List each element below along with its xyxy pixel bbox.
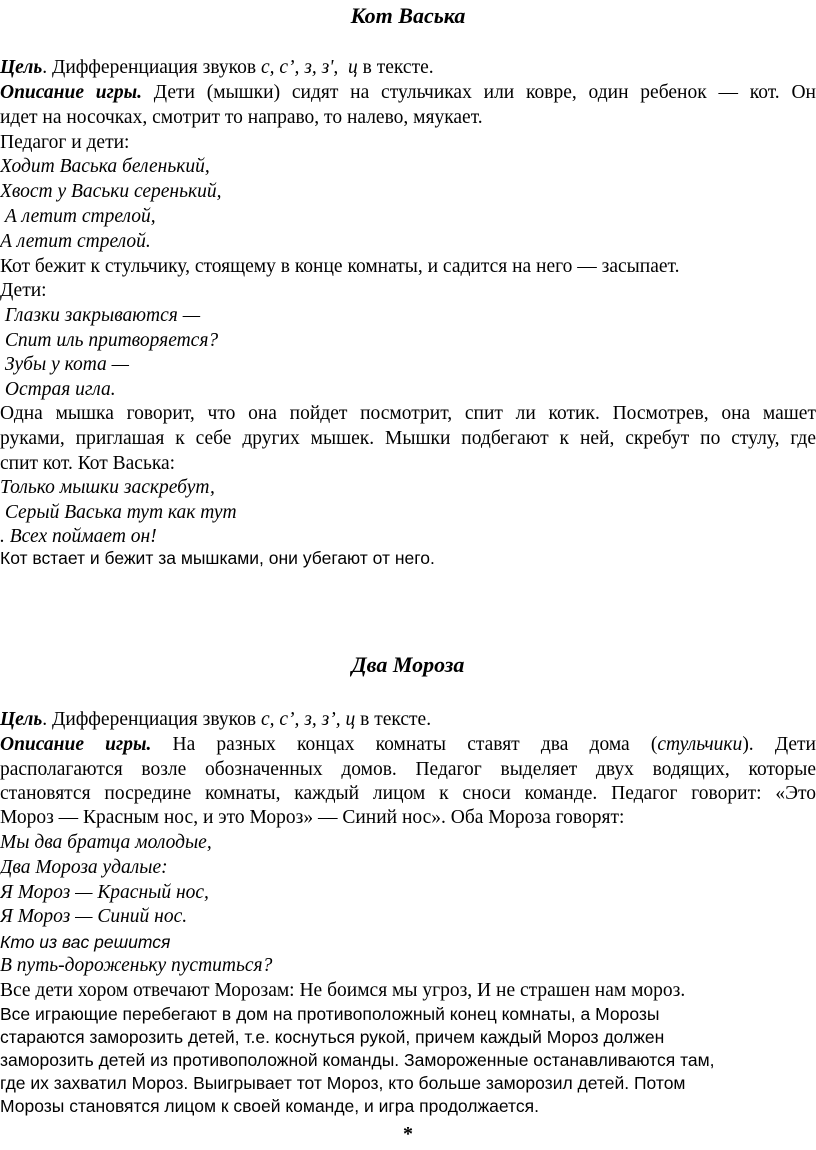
game2-description-line: Мороз — Красным нос, и это Мороз» — Синий нос». Оба Мороза говорят: xyxy=(0,807,625,828)
game2-rules-line: где их захватил Мороз. Выигрывает тот Мороз, кто больше заморозил детей. Потом xyxy=(0,1073,686,1093)
game1-mouse-text-line: руками, приглашая к себе других мышек. Мышки подбегают к ней, скребут по стулу, где xyxy=(0,428,816,449)
game1-ending: Кот встает и бежит за мышками, они убегают от него. xyxy=(0,548,435,568)
game2-rules-line: стараются заморозить детей, т.е. коснуться рукой, причем каждый Мороз должен xyxy=(0,1027,665,1047)
game1-children-label: Дети: xyxy=(0,280,47,301)
game2-description-line: располагаются возле обозначенных домов. Педагог выделяет двух водящих, которые xyxy=(0,759,816,780)
game1-title: Кот Васька xyxy=(350,3,466,28)
game1-verse1-line: А летит стрелой, xyxy=(0,206,156,227)
game2-description-line: становятся посредине комнаты, каждый лицом к сноси команде. Педагог говорит: «Это xyxy=(0,783,816,804)
game2-verse-line: Я Мороз — Красный нос, xyxy=(0,882,209,903)
game2-title: Два Мороза xyxy=(351,652,465,677)
section-separator-star: * xyxy=(403,1123,413,1145)
game2-verse-line: Мы два братца молодые, xyxy=(0,832,212,853)
game1-description-line: Описание игры. Дети (мышки) сидят на стульчиках или ковре, один ребенок — кот. Он xyxy=(0,82,816,103)
game2-rules-line: Все играющие перебегают в дом на противоположный конец комнаты, а Морозы xyxy=(0,1004,660,1024)
game1-teacher-children: Педагог и дети: xyxy=(0,132,130,153)
game1-goal-label: Цель xyxy=(0,57,43,78)
game1-verse3-line: . Всех поймает он! xyxy=(0,526,157,547)
game1-verse2-line: Зубы у кота — xyxy=(0,354,130,375)
game2-answer: Все дети хором отвечают Морозам: Не боимся мы угроз, И не страшен нам мороз. xyxy=(0,980,686,1001)
game1-cat-runs: Кот бежит к стульчику, стоящему в конце комнаты, и садится на него — засыпает. xyxy=(0,256,680,277)
game2-verse-line: Кто из вас решится xyxy=(0,932,171,952)
game2-verse-line: Я Мороз — Синий нос. xyxy=(0,906,188,927)
game2-verse-line: В путь-дороженьку пуститься? xyxy=(0,955,273,976)
game1-desc-label: Описание игры. xyxy=(0,82,142,103)
game1-verse1-line: Хвост у Васьки серенький, xyxy=(0,181,222,202)
game1-verse2-line: Острая игла. xyxy=(0,379,116,400)
game1-verse1-line: Ходит Васька беленький, xyxy=(0,156,210,177)
game1-verse1-line: А летит стрелой. xyxy=(0,231,151,252)
game2-desc-label: Описание игры. xyxy=(0,734,152,755)
game2-rules-line: заморозить детей из противоположной команды. Замороженные останавливаются там, xyxy=(0,1050,715,1070)
game1-verse2-line: Глазки закрываются — xyxy=(0,305,201,326)
game2-description-line: Описание игры. На разных концах комнаты ставят два дома (стульчики). Дети xyxy=(0,734,816,755)
game1-mouse-text-line: спит кот. Кот Васька: xyxy=(0,453,176,474)
game1-mouse-text-line: Одна мышка говорит, что она пойдет посмотрит, спит ли котик. Посмотрев, она машет xyxy=(0,403,816,424)
game1-verse2-line: Спит иль притворяется? xyxy=(0,330,219,351)
game1-description-line: идет на носочках, смотрит то направо, то налево, мяукает. xyxy=(0,107,483,128)
game2-goal: Цель. Дифференциация звуков с, с’, з, з’, ц в тексте. xyxy=(0,709,432,730)
game2-rules-line: Морозы становятся лицом к своей команде, и игра продолжается. xyxy=(0,1096,539,1116)
game2-verse-line: Два Мороза удалые: xyxy=(0,857,168,878)
game1-verse3-line: Только мышки заскребут, xyxy=(0,477,215,498)
game2-goal-label: Цель xyxy=(0,709,43,730)
game1-verse3-line: Серый Васька тут как тут xyxy=(0,502,237,523)
game1-goal: Цель. Дифференциация звуков с, с’, з, з', ц в тексте. xyxy=(0,57,434,78)
